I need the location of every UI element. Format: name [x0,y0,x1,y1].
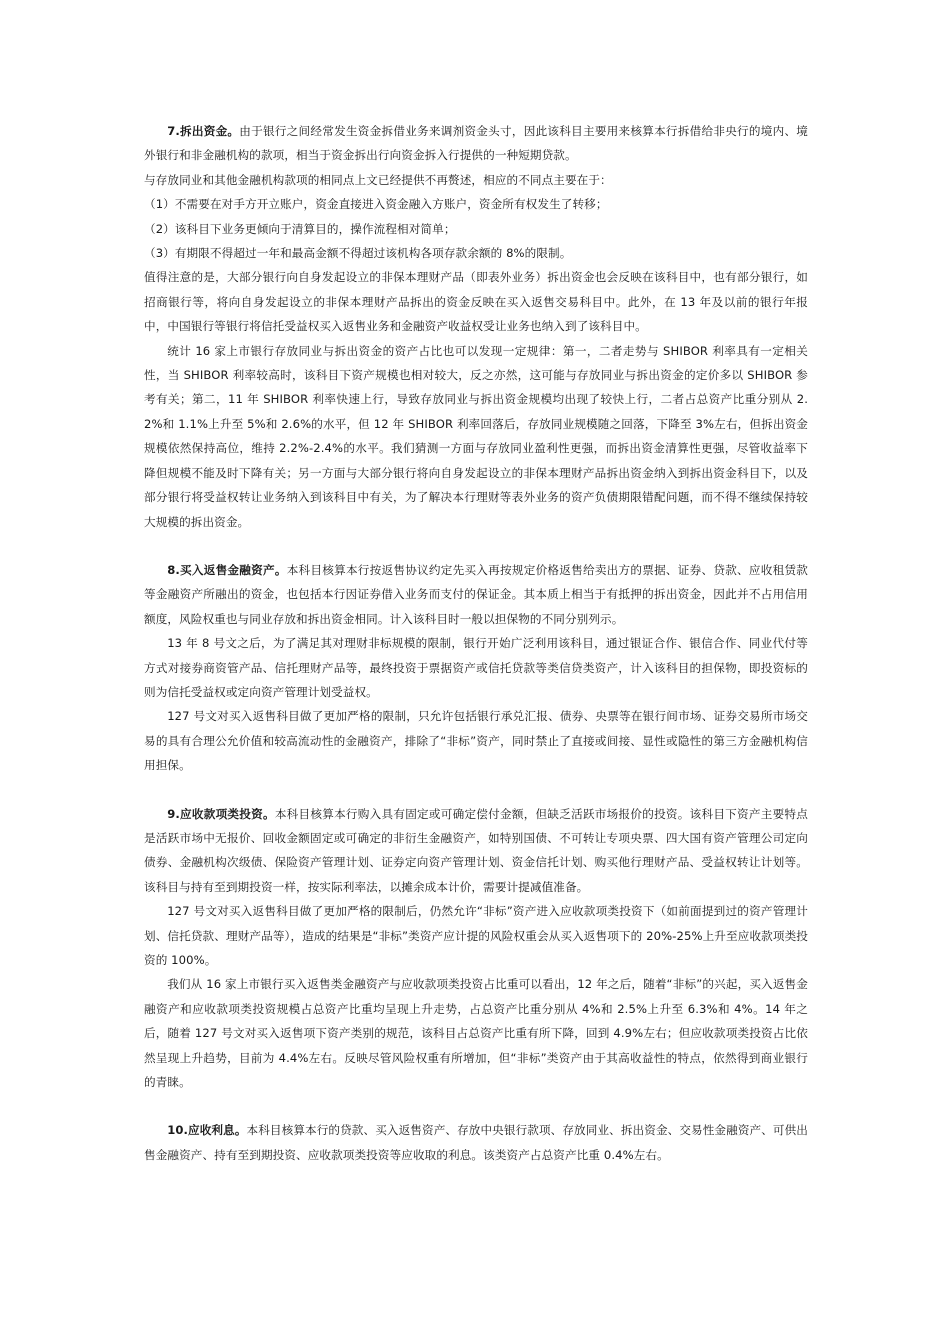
section-8-heading: 8.买入返售金融资产。 [167,562,287,577]
section-7-paragraph: 值得注意的是，大部分银行向自身发起设立的非保本理财产品（即表外业务）拆出资金也会反映在该科目中，也有部分银行，如招商银行等，将向自身发起设立的非保本理财产品拆出的资金反映在买入返售交易科目中。此外，在 13 年及以前的银行年报中，中国银行等银行将信托受益权买入返售业务和金融资产收益权受让业务也纳入到了该科目中。 [144,270,808,334]
section-8-paragraph: 13 年 8 号文之后，为了满足其对理财非标规模的限制，银行开始广泛利用该科目，通过银证合作、银信合作、同业代付等方式对接券商资管产品、信托理财产品等，最终投资于票据资产或信托贷款等类信贷类资产，计入该科目的担保物，即投资标的则为信托受益权或定向资产管理计划受益权。 [144,636,808,699]
section-8 [144,558,808,778]
section-10 [144,1118,808,1167]
section-gap [144,1094,808,1118]
section-7-heading: 7.拆出资金。 [167,124,240,138]
section-7-list-item: （2）该科目下业务更倾向于清算目的，操作流程相对简单； [144,221,456,236]
section-8-intro: 8.买入返售金融资产。本科目核算本行按返售协议约定先买入再按规定价格返售给卖出方的票据、证券、贷款、应收租赁款等金融资产所融出的资金，也包括本行因证券借入业务而支付的保证金。其本质上相当于有抵押的拆出资金，因此并不占用信用额度，风险权重也与同业存放和拆出资金相同。计入该科目时一般以担保物的不同分别列示。 [144,562,808,626]
section-9-heading: 9.应收款项类投资。 [167,806,275,821]
section-9-paragraph: 我们从 16 家上市银行买入返售类金融资产与应收款项类投资占比重可以看出，12 年之后，随着“非标”的兴起，买入返售金融资产和应收款项类投资规模占总资产比重均呈现上升走势，占总资产比重分别从 4%和 2.5%上升至 6.3%和 4%。14 年之后，随着 127 号文对买入返售项下资产类别的规范，该科目占总资产比重有所下降，回到 4.9%左右；但应收款项类投资占比依然呈现上升趋势，目前为 4.4%左右。反映尽管风险权重有所增加，但“非标”类资产由于其高收益性的特点，依然得到商业银行的青睐。 [144,977,808,1090]
section-9-intro: 9.应收款项类投资。本科目核算本行购入具有固定或可确定偿付金额，但缺乏活跃市场报价的投资。该科目下资产主要特点是活跃市场中无报价、回收金额固定或可确定的非衍生金融资产，如特别国债、不可转让专项央票、四大国有资产管理公司定向债券、金融机构次级债、保险资产管理计划、证券定向资产管理计划、资金信托计划、购买他行理财产品、受益权转让计划等。该科目与持有至到期投资一样，按实际利率法，以摊余成本计价，需要计提减值准备。 [144,806,808,894]
section-8-paragraph: 127 号文对买入返售科目做了更加严格的限制，只允许包括银行承兑汇报、债券、央票等在银行间市场、证券交易所市场交易的具有合理公允价值和较高流动性的金融资产，排除了“非标”资产，同时禁止了直接或间接、显性或隐性的第三方金融机构信用担保。 [144,709,808,773]
section-7-list-item: （1）不需要在对手方开立账户，资金直接进入资金融入方账户，资金所有权发生了转移； [144,197,608,212]
section-7-list-item: （3）有期限不得超过一年和最高金额不得超过该机构各项存款余额的 8%的限制。 [144,246,572,261]
section-9 [144,802,808,1095]
section-gap [144,534,808,558]
section-7-paragraph: 统计 16 家上市银行存放同业与拆出资金的资产占比也可以发现一定规律：第一，二者走势与 SHIBOR 利率具有一定相关性，当 SHIBOR 利率较高时，该科目下资产规模也相对较大，反之亦然，这可能与存放同业与拆出资金的定价多以 SHIBOR 参考有关；第二，11 年 SHIBOR 利率快速上行，导致存放同业与拆出资金规模均出现了较快上行，二者占总资产比重分别从 2.2%和 1.1%上升至 5%和 2.6%的水平，但 12 年 SHIBOR 利率回落后，存放同业规模随之回落，下降至 3%左右，但拆出资金规模依然保持高位，维持 2.2%-2.4%的水平。我们猜测一方面与存放同业盈利性更强，而拆出资金清算性更强，尽管收益率下降但规模不能及时下降有关；另一方面与大部分银行将向自身发起设立的非保本理财产品拆出资金纳入到拆出资金科目下，以及部分银行将受益权转让业务纳入到该科目中有关，为了解决本行理财等表外业务的资产负债期限错配问题，而不得不继续保持较大规模的拆出资金。 [144,343,808,529]
section-7-paragraph: 与存放同业和其他金融机构款项的相同点上文已经提供不再赘述，相应的不同点主要在于： [144,172,612,187]
document-page [144,119,808,1167]
section-gap [144,778,808,802]
section-7 [144,119,808,534]
section-10-intro: 10.应收利息。本科目核算本行的贷款、买入返售资产、存放中央银行款项、存放同业、拆出资金、交易性金融资产、可供出售金融资产、持有至到期投资、应收款项类投资等应收取的利息。该类资产占总资产比重 0.4%左右。 [144,1123,809,1162]
section-10-heading: 10.应收利息。 [167,1123,247,1138]
section-9-paragraph: 127 号文对买入返售科目做了更加严格的限制后，仍然允许“非标”资产进入应收款项类投资下（如前面提到过的资产管理计划、信托贷款、理财产品等），造成的结果是“非标”类资产应计提的风险权重会从买入返售项下的 20%-25%上升至应收款项类投资的 100%。 [144,904,808,967]
section-7-intro: 7.拆出资金。由于银行之间经常发生资金拆借业务来调剂资金头寸，因此该科目主要用来核算本行拆借给非央行的境内、境外银行和非金融机构的款项，相当于资金拆出行向资金拆入行提供的一种短期贷款。 [144,124,808,163]
